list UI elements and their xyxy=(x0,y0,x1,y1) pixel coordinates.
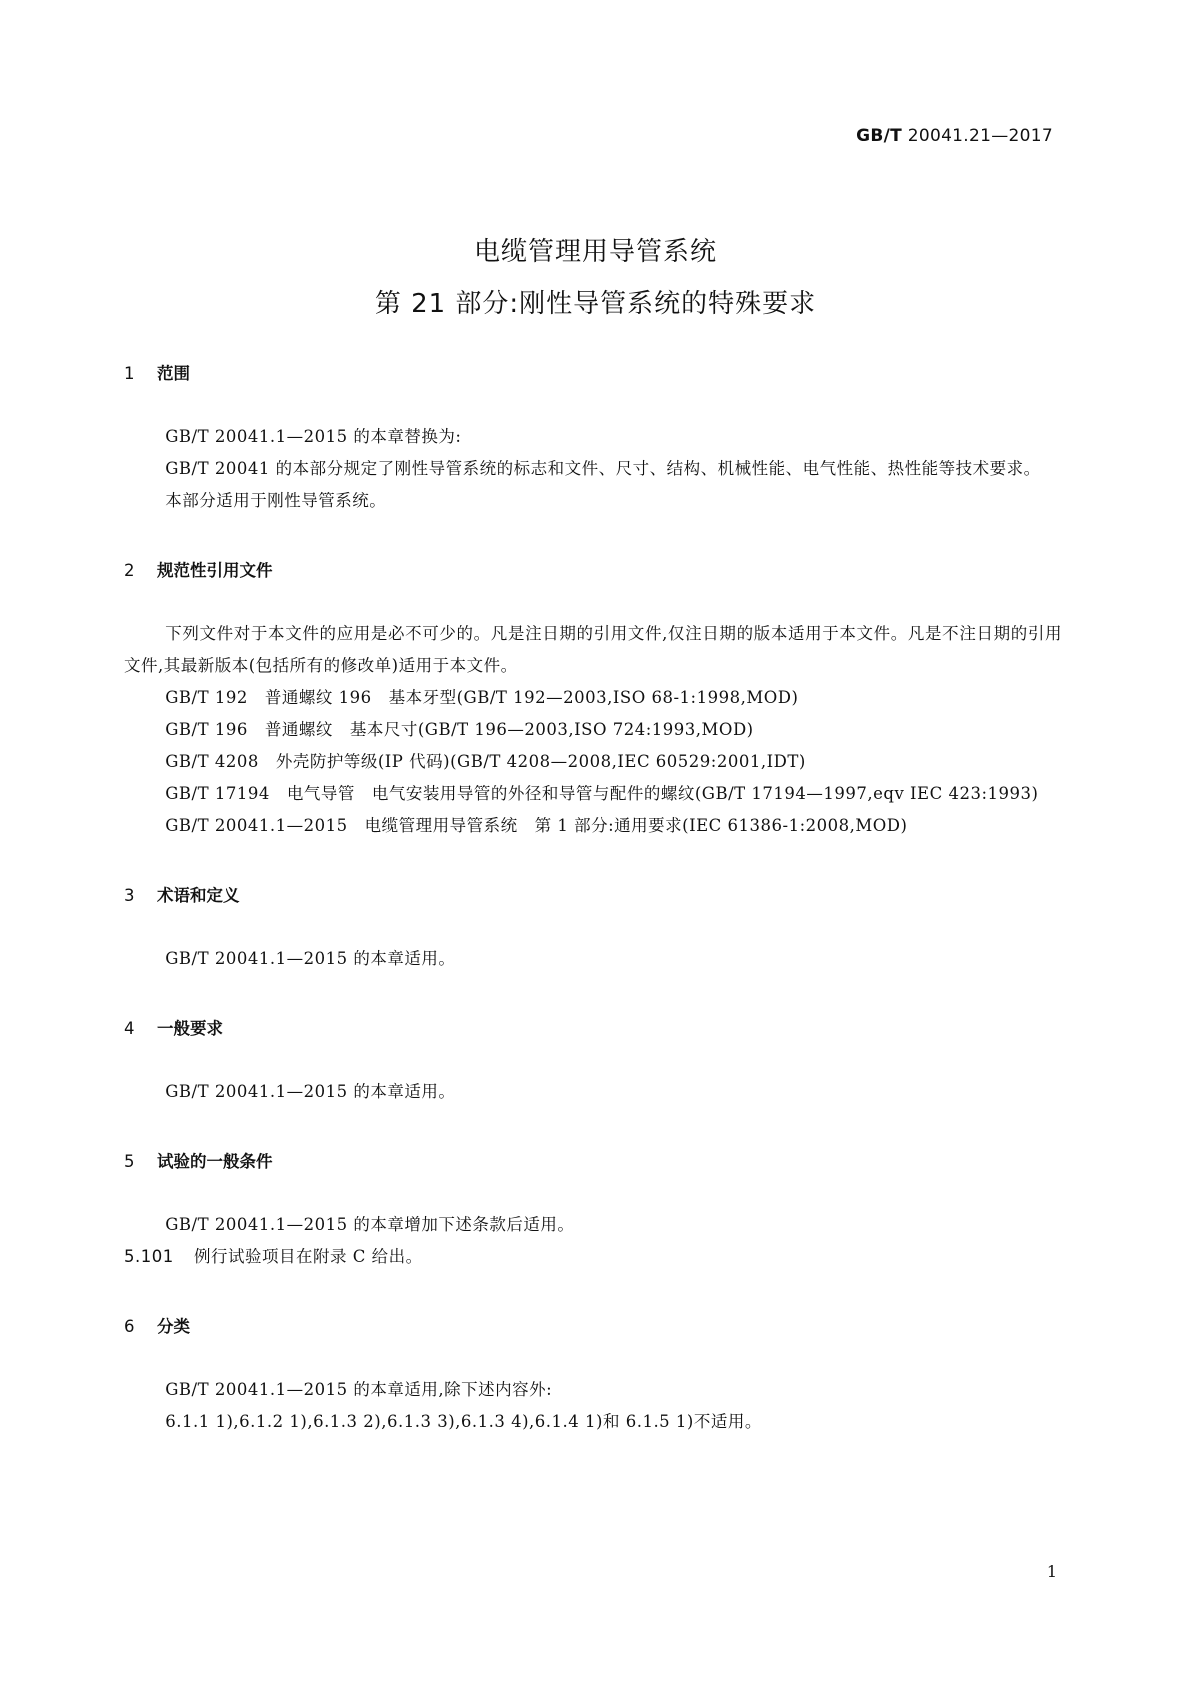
paragraph: GB/T 20041.1—2015 的本章适用,除下述内容外: xyxy=(165,1380,553,1399)
standard-code: GB/T xyxy=(856,126,902,146)
section-test-conditions xyxy=(124,1148,1062,1273)
paragraph: 下列文件对于本文件的应用是必不可少的。凡是注日期的引用文件,仅注日期的版本适用于本文件。凡是不注日期的引用文件,其最新版本(包括所有的修改单)适用于本文件。 xyxy=(124,624,1062,675)
paragraph: 本部分适用于刚性导管系统。 xyxy=(165,491,387,510)
section-heading xyxy=(124,1148,1062,1175)
reference-item: GB/T 20041.1—2015 电缆管理用导管系统 第 1 部分:通用要求(IEC 61386-1:2008,MOD) xyxy=(165,816,908,835)
section-terms-definitions xyxy=(124,882,1062,975)
section-number: 1 xyxy=(124,364,135,383)
section-scope xyxy=(124,360,1062,517)
reference-item: GB/T 17194 电气导管 电气安装用导管的外径和导管与配件的螺纹(GB/T 17194—1997,eqv IEC 423:1993) xyxy=(165,784,1039,803)
section-normative-references xyxy=(124,557,1062,842)
reference-item: GB/T 192 普通螺纹 196 基本牙型(GB/T 192—2003,ISO 68-1:1998,MOD) xyxy=(165,688,799,707)
paragraph: GB/T 20041.1—2015 的本章替换为: xyxy=(165,427,462,446)
section-title: 一般要求 xyxy=(157,1019,223,1038)
section-number: 2 xyxy=(124,561,135,580)
section-heading xyxy=(124,1313,1062,1340)
clause-5-101 xyxy=(124,1241,1062,1273)
section-title: 范围 xyxy=(157,364,190,383)
paragraph: GB/T 20041.1—2015 的本章适用。 xyxy=(165,949,456,968)
section-heading xyxy=(124,1015,1062,1042)
standard-number xyxy=(856,126,1053,146)
paragraph: GB/T 20041.1—2015 的本章适用。 xyxy=(165,1082,456,1101)
paragraph: GB/T 20041.1—2015 的本章增加下述条款后适用。 xyxy=(165,1215,575,1234)
section-title: 术语和定义 xyxy=(157,886,240,905)
section-number: 4 xyxy=(124,1019,135,1038)
section-title: 试验的一般条件 xyxy=(157,1152,273,1171)
reference-item: GB/T 196 普通螺纹 基本尺寸(GB/T 196—2003,ISO 724:1993,MOD) xyxy=(165,720,754,739)
paragraph: 6.1.1 1),6.1.2 1),6.1.3 2),6.1.3 3),6.1.3 4),6.1.4 1)和 6.1.5 1)不适用。 xyxy=(165,1412,762,1431)
document-body xyxy=(124,360,1062,1438)
reference-item: GB/T 4208 外壳防护等级(IP 代码)(GB/T 4208—2008,IEC 60529:2001,IDT) xyxy=(165,752,806,771)
standard-id: 20041.21—2017 xyxy=(907,126,1053,146)
section-heading xyxy=(124,360,1062,387)
title-line-1: 电缆管理用导管系统 xyxy=(473,237,717,267)
title-line-2: 第 21 部分:刚性导管系统的特殊要求 xyxy=(374,289,817,319)
section-number: 3 xyxy=(124,886,135,905)
paragraph: GB/T 20041 的本部分规定了刚性导管系统的标志和文件、尺寸、结构、机械性能、电气性能、热性能等技术要求。 xyxy=(165,459,1041,478)
section-number: 5 xyxy=(124,1152,135,1171)
section-classification xyxy=(124,1313,1062,1438)
clause-text: 例行试验项目在附录 C 给出。 xyxy=(194,1247,423,1266)
section-general-requirements xyxy=(124,1015,1062,1108)
section-heading xyxy=(124,882,1062,909)
section-title: 规范性引用文件 xyxy=(157,561,273,580)
section-number: 6 xyxy=(124,1317,135,1336)
page-number: 1 xyxy=(1046,1562,1057,1581)
clause-number: 5.101 xyxy=(124,1247,174,1266)
document-title xyxy=(0,226,1191,330)
section-heading xyxy=(124,557,1062,584)
section-title: 分类 xyxy=(157,1317,190,1336)
